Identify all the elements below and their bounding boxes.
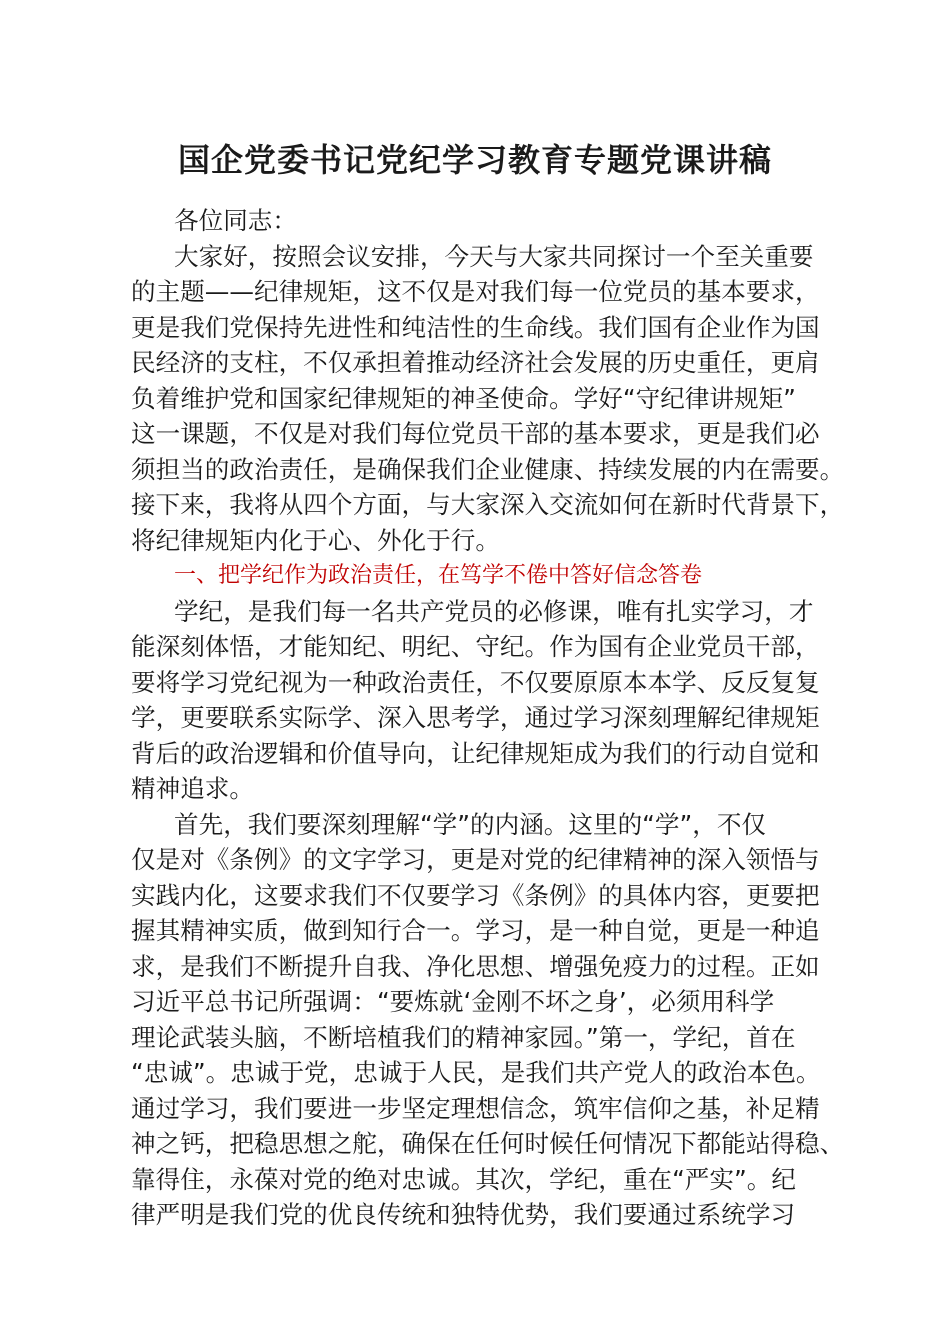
- body-text-line: 民经济的支柱，不仅承担着推动经济社会发展的历史重任，更肩: [131, 348, 820, 377]
- page-title: 国企党委书记党纪学习教育专题党课讲稿: [177, 141, 772, 179]
- body-text-line: 精神追求。: [131, 774, 254, 803]
- document-body: [131, 203, 871, 1233]
- body-text-line: 能深刻体悟，才能知纪、明纪、守纪。作为国有企业党员干部，: [131, 632, 820, 661]
- body-text-line: 习近平总书记所强调：“要炼就‘金刚不坏之身’，必须用科学: [131, 987, 775, 1016]
- body-text-line: 理论武装头脑，不断培植我们的精神家园。”第一，学纪，首在: [131, 1022, 796, 1052]
- body-text-line: 仅是对《条例》的文字学习，更是对党的纪律精神的深入领悟与: [131, 845, 820, 874]
- body-text-line: 的主题——纪律规矩，这不仅是对我们每一位党员的基本要求，: [131, 277, 820, 306]
- body-text-line: 要将学习党纪视为一种政治责任，不仅要原原本本学、反反复复: [131, 667, 820, 697]
- body-text-line: 这一课题，不仅是对我们每位党员干部的基本要求，更是我们必: [131, 419, 820, 448]
- body-text-line: 学纪，是我们每一名共产党员的必修课，唯有扎实学习，才: [174, 596, 814, 626]
- body-text-line: 各位同志：: [174, 206, 297, 235]
- body-text-line: 大家好，按照会议安排，今天与大家共同探讨一个至关重要: [174, 241, 814, 271]
- body-text-line: 接下来，我将从四个方面，与大家深入交流如何在新时代背景下，: [131, 490, 845, 519]
- body-text-line: 更是我们党保持先进性和纯洁性的生命线。我们国有企业作为国: [131, 312, 820, 342]
- body-text-line: 将纪律规矩内化于心、外化于行。: [131, 525, 500, 555]
- body-text-line: 靠得住，永葆对党的绝对忠诚。其次，学纪，重在“严实”。纪: [131, 1164, 796, 1194]
- body-text-line: 首先，我们要深刻理解“学”的内涵。这里的“学”，不仅: [174, 809, 767, 839]
- body-text-line: 握其精神实质，做到知行合一。学习，是一种自觉，更是一种追: [131, 916, 820, 945]
- body-text-line: 神之钙，把稳思想之舵，确保在任何时候任何情况下都能站得稳、: [131, 1129, 845, 1158]
- body-text-line: 求，是我们不断提升自我、净化思想、增强免疫力的过程。正如: [131, 951, 820, 981]
- body-text-line: 通过学习，我们要进一步坚定理想信念，筑牢信仰之基，补足精: [131, 1093, 820, 1123]
- body-text-line: 背后的政治逻辑和价值导向，让纪律规矩成为我们的行动自觉和: [131, 738, 820, 768]
- body-text-line: 须担当的政治责任，是确保我们企业健康、持续发展的内在需要。: [131, 454, 845, 484]
- body-text-line: 律严明是我们党的优良传统和独特优势，我们要通过系统学习: [131, 1200, 796, 1229]
- body-text-line: 学，更要联系实际学、深入思考学，通过学习深刻理解纪律规矩: [131, 703, 820, 732]
- body-text-line: 实践内化，这要求我们不仅要学习《条例》的具体内容，更要把: [131, 880, 820, 910]
- body-text-line: “忠诚”。忠诚于党，忠诚于人民，是我们共产党人的政治本色。: [131, 1058, 821, 1087]
- body-text-line: 负着维护党和国家纪律规矩的神圣使命。学好“守纪律讲规矩”: [131, 383, 796, 413]
- section-heading: 一、把学纪作为政治责任，在笃学不倦中答好信念答卷: [174, 563, 703, 588]
